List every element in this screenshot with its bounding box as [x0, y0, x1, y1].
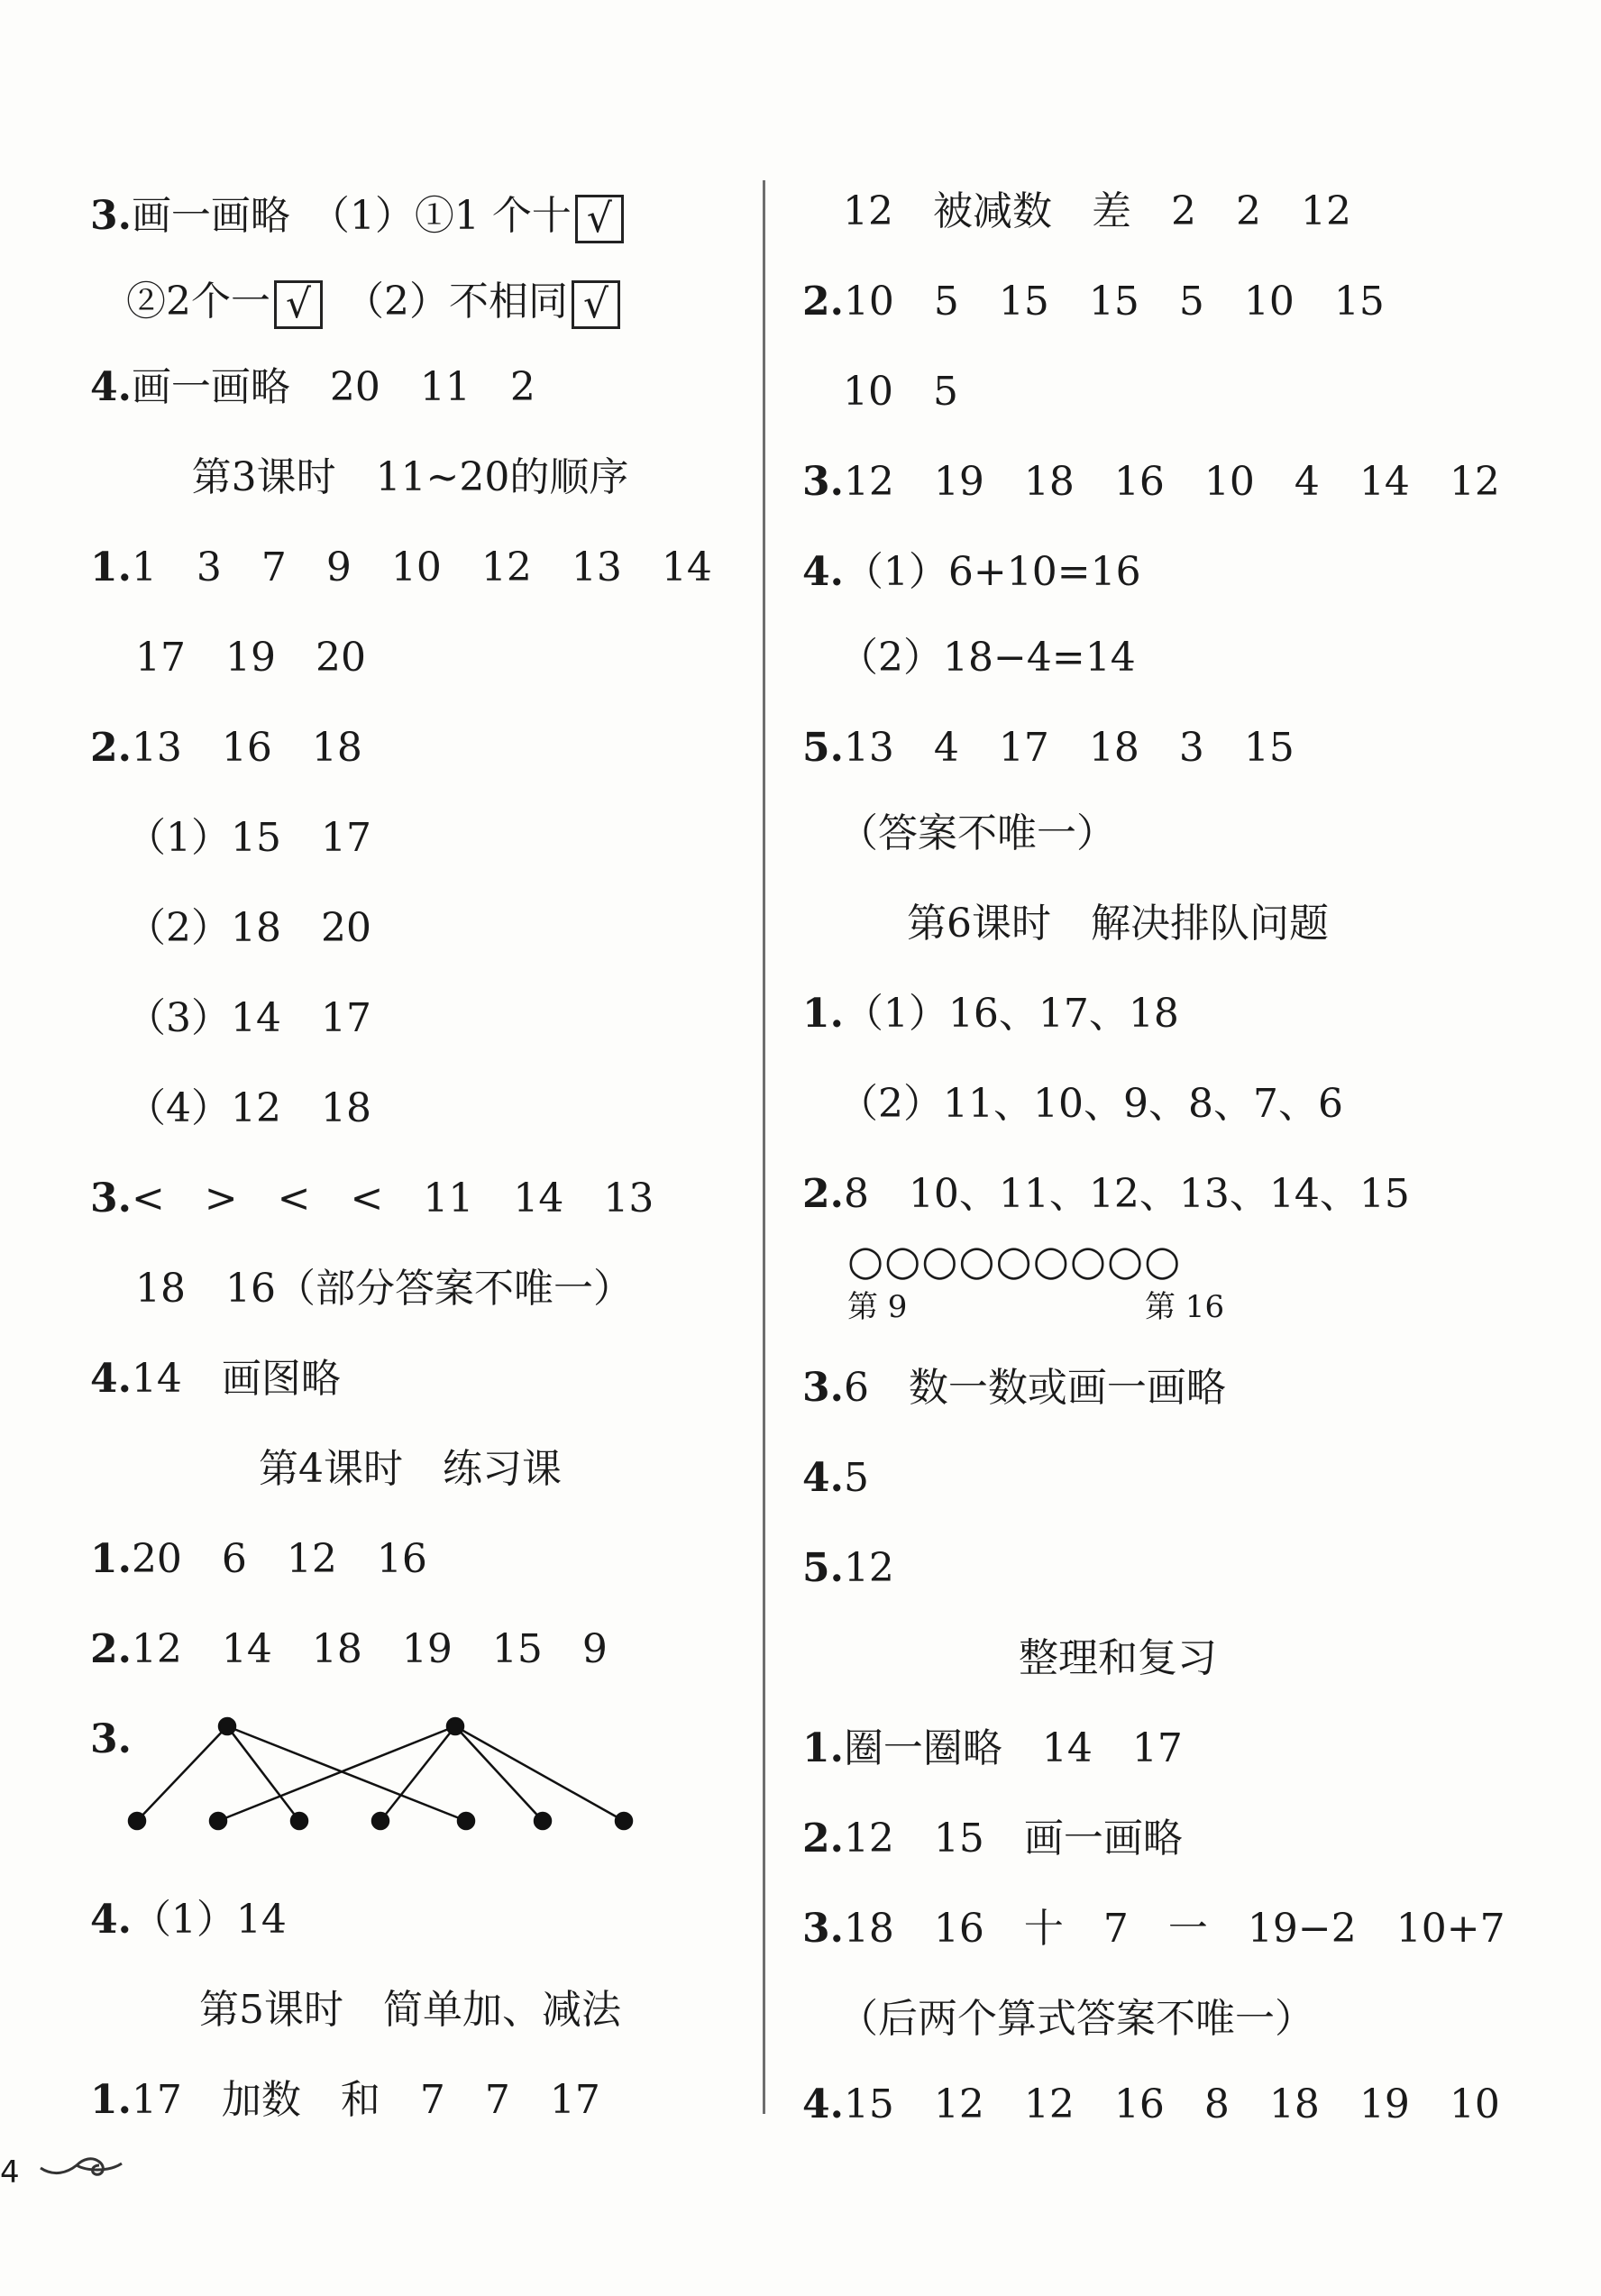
answer-text: （2）不相同	[344, 279, 568, 325]
question-number: 2.	[802, 279, 844, 325]
question-number: 3.	[90, 193, 132, 239]
answer-text: 12 19 18 16 10 4 14 12	[843, 459, 1500, 505]
question-number: 2.	[90, 725, 132, 771]
bottom-dot	[210, 1813, 226, 1829]
question-number: 4.	[90, 1356, 132, 1402]
question-number: 3.	[802, 1365, 844, 1411]
answer-line	[126, 992, 371, 1046]
section-heading: 整理和复习	[1019, 1635, 1217, 1681]
answer-line	[90, 361, 535, 415]
question-number: 2.	[802, 1816, 844, 1861]
question-number: 4.	[90, 1897, 132, 1943]
answer-text: （3）14 17	[126, 995, 371, 1041]
answer-line	[838, 1992, 1314, 2046]
answer-line	[802, 455, 1500, 509]
answer-text: 13 16 18	[131, 725, 362, 771]
answer-text: 14 画图略	[131, 1356, 341, 1402]
answer-text: （后两个算式答案不唯一）	[838, 1996, 1314, 2042]
answer-line	[802, 987, 1179, 1041]
answer-line	[802, 545, 1141, 599]
answer-line	[802, 1167, 1410, 1221]
answer-text: 10 5	[843, 369, 958, 415]
bottom-dot	[372, 1813, 389, 1829]
answer-text: 12 15 画一画略	[843, 1816, 1183, 1861]
answer-text: ②2个一	[126, 279, 270, 325]
answer-text: （2）11、10、9、8、7、6	[838, 1081, 1343, 1127]
answer-text: （1）15 17	[126, 815, 371, 861]
answer-text: 12	[843, 1545, 894, 1591]
queue-circles: ○○○○○○○○○	[847, 1236, 1182, 1285]
answer-line	[90, 1352, 341, 1406]
question-number: 3.	[802, 1906, 844, 1952]
answer-line	[802, 1451, 869, 1505]
question-number: 1.	[90, 1536, 132, 1582]
bottom-dot	[129, 1813, 145, 1829]
answer-line	[843, 365, 958, 419]
section-heading: 第4课时 练习课	[259, 1446, 562, 1492]
answer-text: 6 数一数或画一画略	[843, 1365, 1226, 1411]
answer-line	[90, 189, 624, 243]
check-box: √	[572, 280, 620, 329]
answer-text: （答案不唯一）	[838, 810, 1116, 856]
question-number: 4.	[802, 1455, 844, 1501]
answer-line	[802, 1361, 1226, 1415]
answer-text: 5	[843, 1455, 869, 1501]
top-dot	[447, 1718, 463, 1734]
answer-line	[838, 1077, 1343, 1131]
answer-text: 20 6 12 16	[131, 1536, 427, 1582]
question-number: 5.	[802, 1545, 844, 1591]
question-number: 4.	[802, 549, 844, 595]
answer-line	[802, 1812, 1183, 1866]
section-heading: 第5课时 简单加、减法	[199, 1987, 621, 2033]
answer-text: 17 19 20	[135, 635, 366, 681]
answer-text: < > < < 11 14 13	[131, 1175, 654, 1221]
bottom-dot	[458, 1813, 474, 1829]
question-number: 1.	[90, 2077, 132, 2123]
answer-line	[90, 1172, 654, 1226]
answer-text: （1）16、17、18	[843, 991, 1179, 1037]
answer-text: 画一画略 （1）①1 个十	[131, 193, 572, 239]
question-number: 4.	[802, 2081, 844, 2127]
answer-text: 12 被减数 差 2 2 12	[843, 188, 1351, 234]
answer-text: （2）18−4=14	[838, 635, 1136, 681]
answer-text: 画一画略 20 11 2	[131, 364, 535, 410]
answer-text: （1）14	[131, 1897, 287, 1943]
answer-text: 15 12 12 16 8 18 19 10	[843, 2081, 1500, 2127]
answer-line	[126, 275, 620, 329]
question-number: 4.	[90, 364, 132, 410]
section-heading: 第6课时 解决排队问题	[907, 901, 1329, 947]
answer-line	[126, 901, 371, 956]
question-number: 3.	[802, 459, 844, 505]
question-number: 1.	[802, 1725, 844, 1771]
answer-line	[126, 1082, 371, 1136]
answer-text: 12 14 18 19 15 9	[131, 1626, 608, 1672]
answer-text: （4）12 18	[126, 1085, 371, 1131]
check-box: √	[575, 195, 624, 243]
matching-diagram	[117, 1708, 658, 1852]
answer-line	[90, 1532, 427, 1587]
circle-label-16: 第 16	[1145, 1289, 1225, 1325]
check-box: √	[274, 280, 323, 329]
bottom-dot	[535, 1813, 551, 1829]
answer-line	[802, 275, 1385, 329]
cloud-ornament-icon	[36, 2145, 126, 2182]
answer-line	[90, 1893, 287, 1947]
answer-text: 1 3 7 9 10 12 13 14	[131, 544, 712, 590]
bottom-dot	[616, 1813, 632, 1829]
answer-line	[802, 2078, 1500, 2132]
answer-text: 圈一圈略 14 17	[843, 1725, 1183, 1771]
answer-text: 17 加数 和 7 7 17	[131, 2077, 600, 2123]
answer-line	[135, 1262, 633, 1316]
divider	[763, 180, 765, 2114]
section-heading: 第3课时 11~20的顺序	[191, 454, 629, 500]
question-number: 1.	[90, 544, 132, 590]
bottom-dot	[291, 1813, 307, 1829]
answer-line	[90, 721, 362, 775]
answer-line	[838, 807, 1116, 861]
answer-line	[90, 1623, 608, 1677]
answer-line	[802, 1722, 1183, 1776]
answer-line	[802, 1541, 894, 1596]
answer-line	[802, 721, 1295, 775]
answer-line	[802, 1902, 1505, 1956]
answer-text: 18 16（部分答案不唯一）	[135, 1266, 633, 1312]
question-number: 3.	[90, 1175, 132, 1221]
answer-text: 13 4 17 18 3 15	[843, 725, 1295, 771]
top-dot	[219, 1718, 235, 1734]
page-number: 4	[0, 2154, 20, 2191]
question-number: 3.	[90, 1716, 132, 1762]
answer-text: 10 5 15 15 5 10 15	[843, 279, 1385, 325]
answer-line	[838, 631, 1136, 685]
answer-line	[135, 631, 366, 685]
answer-text: 18 16 十 7 一 19−2 10+7	[843, 1906, 1505, 1952]
answer-text: （1）6+10=16	[843, 549, 1141, 595]
question-number: 5.	[802, 725, 844, 771]
answer-line	[90, 2073, 600, 2127]
question-number: 2.	[90, 1626, 132, 1672]
circle-label-9: 第 9	[847, 1289, 908, 1325]
question-number: 2.	[802, 1171, 844, 1217]
answer-text: （2）18 20	[126, 905, 371, 951]
answer-line	[90, 541, 712, 595]
question-number: 1.	[802, 991, 844, 1037]
answer-text: 8 10、11、12、13、14、15	[843, 1171, 1410, 1217]
answer-line	[126, 811, 371, 865]
answer-line	[843, 185, 1351, 239]
